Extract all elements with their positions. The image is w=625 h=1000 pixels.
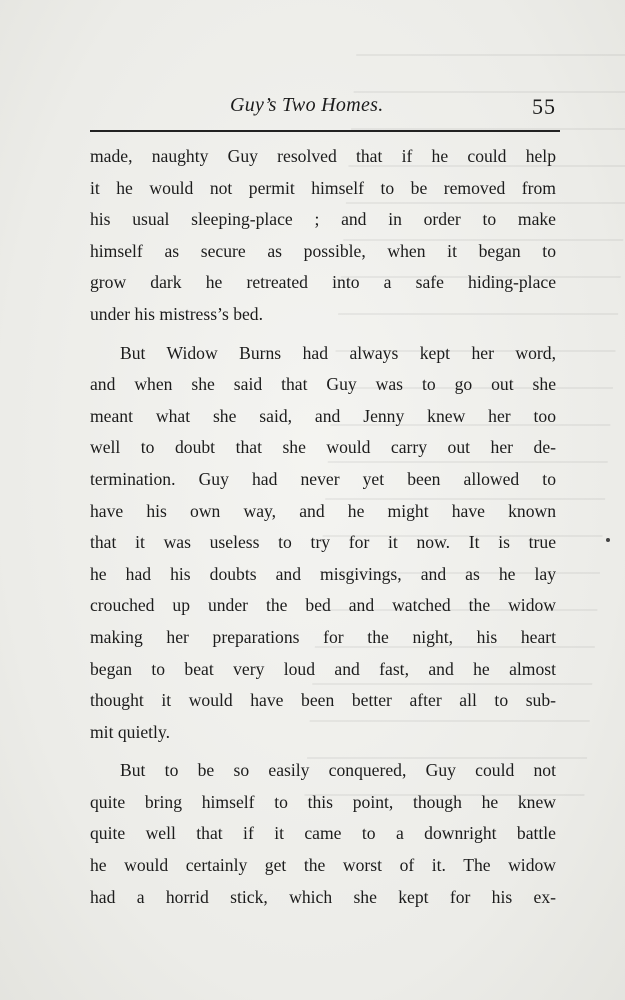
page-number: 55 (532, 94, 556, 119)
text-line: quite well that if it came to a downright battle (90, 823, 556, 844)
text-line: himself as secure as possible, when it began to (90, 240, 556, 261)
header-rule (90, 130, 560, 132)
text-line: termination. Guy had never yet been allowed to (90, 468, 556, 489)
text-line: he would certainly get the worst of it. The widow (90, 855, 556, 876)
ink-speck (606, 538, 610, 542)
text-line: that it was useless to try for it now. It is true (90, 532, 556, 553)
text-line: he had his doubts and misgivings, and as he lay (90, 563, 556, 584)
text-line: it he would not permit himself to be removed from (90, 177, 556, 198)
text-line: making her preparations for the night, his heart (90, 626, 556, 647)
text-line: But to be so easily conquered, Guy could not (120, 760, 556, 781)
text-line: have his own way, and he might have known (90, 500, 556, 521)
text-line: quite bring himself to this point, though he knew (90, 791, 556, 812)
text-line: began to beat very loud and fast, and he almost (90, 658, 556, 679)
text-line: had a horrid stick, which she kept for his ex- (90, 886, 556, 907)
page-header (90, 84, 560, 128)
running-title: Guy’s Two Homes. (230, 94, 384, 116)
text-line: made, naughty Guy resolved that if he could help (90, 146, 556, 166)
text-line: thought it would have been better after all to sub- (90, 690, 556, 711)
body-text (90, 141, 556, 913)
text-line: his usual sleeping-place ; and in order to make (90, 209, 556, 230)
text-line: and when she said that Guy was to go out she (90, 374, 556, 395)
text-line: mit quietly. (90, 721, 170, 742)
text-line: well to doubt that she would carry out her de- (90, 437, 556, 458)
text-line: meant what she said, and Jenny knew her too (90, 405, 556, 426)
text-line: crouched up under the bed and watched the widow (90, 595, 556, 616)
text-line: grow dark he retreated into a safe hiding-place (90, 272, 556, 293)
text-line: under his mistress’s bed. (90, 303, 263, 324)
text-line: But Widow Burns had always kept her word, (120, 342, 556, 363)
